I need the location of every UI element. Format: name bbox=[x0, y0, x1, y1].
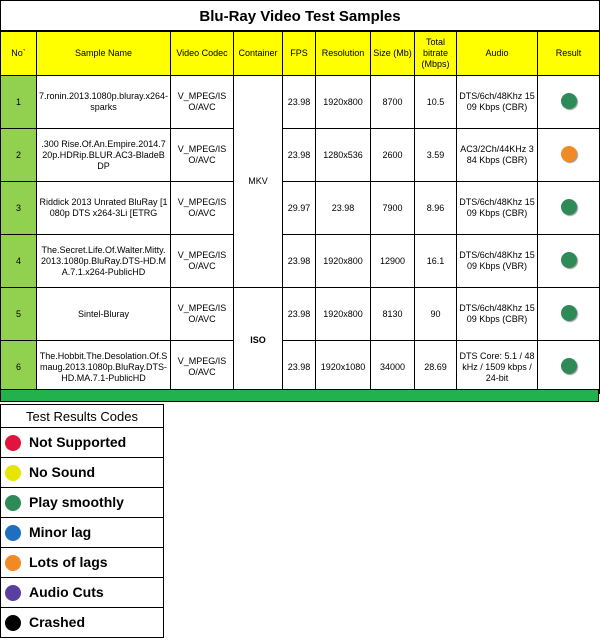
column-header: Total bitrate (Mbps) bbox=[415, 32, 457, 76]
fps: 23.98 bbox=[283, 341, 316, 394]
legend-label: No Sound bbox=[29, 463, 96, 480]
result-cell bbox=[538, 76, 600, 129]
result-cell bbox=[538, 129, 600, 182]
legend-label: Minor lag bbox=[29, 523, 92, 540]
column-header: Sample Name bbox=[37, 32, 171, 76]
status-color-icon bbox=[5, 585, 21, 601]
audio: DTS/6ch/48Khz 1509 Kbps (VBR) bbox=[457, 235, 538, 288]
row-number: 6 bbox=[1, 341, 37, 394]
legend-item bbox=[1, 578, 164, 608]
result-status-icon bbox=[561, 199, 577, 215]
video-codec: V_MPEG/ISO/AVC bbox=[171, 235, 234, 288]
status-color-icon bbox=[5, 615, 21, 631]
header-row bbox=[1, 32, 600, 76]
size: 7900 bbox=[371, 182, 415, 235]
size: 2600 bbox=[371, 129, 415, 182]
bitrate: 3.59 bbox=[415, 129, 457, 182]
result-status-icon bbox=[561, 358, 577, 374]
row-number: 3 bbox=[1, 182, 37, 235]
sample-name: 7.ronin.2013.1080p.bluray.x264-sparks bbox=[37, 76, 171, 129]
bitrate: 16.1 bbox=[415, 235, 457, 288]
legend-label: Audio Cuts bbox=[29, 583, 104, 600]
audio: DTS/6ch/48Khz 1509 Kbps (CBR) bbox=[457, 182, 538, 235]
sheet-title: Blu-Ray Video Test Samples bbox=[0, 0, 600, 31]
size: 12900 bbox=[371, 235, 415, 288]
audio: AC3/2Ch/44KHz 384 Kbps (CBR) bbox=[457, 129, 538, 182]
video-codec: V_MPEG/ISO/AVC bbox=[171, 129, 234, 182]
resolution: 1920x800 bbox=[316, 235, 371, 288]
legend-cell bbox=[1, 488, 164, 518]
table-row bbox=[1, 182, 600, 235]
size: 34000 bbox=[371, 341, 415, 394]
bitrate: 90 bbox=[415, 288, 457, 341]
legend-label: Lots of lags bbox=[29, 553, 108, 570]
bitrate: 10.5 bbox=[415, 76, 457, 129]
container-iso: ISO bbox=[234, 288, 283, 394]
resolution: 1920x1080 bbox=[316, 341, 371, 394]
legend-cell bbox=[1, 578, 164, 608]
legend-cell bbox=[1, 548, 164, 578]
result-cell bbox=[538, 341, 600, 394]
bitrate: 8.96 bbox=[415, 182, 457, 235]
legend-cell bbox=[1, 608, 164, 638]
column-header: Container bbox=[234, 32, 283, 76]
result-status-icon bbox=[561, 146, 577, 162]
fps: 23.98 bbox=[283, 288, 316, 341]
legend-title: Test Results Codes bbox=[1, 405, 164, 428]
legend-item bbox=[1, 548, 164, 578]
column-header: FPS bbox=[283, 32, 316, 76]
table-row bbox=[1, 288, 600, 341]
resolution: 23.98 bbox=[316, 182, 371, 235]
sample-name: .300 Rise.Of.An.Empire.2014.720p.HDRip.BLUR.AC3-BladeBDP bbox=[37, 129, 171, 182]
video-codec: V_MPEG/ISO/AVC bbox=[171, 76, 234, 129]
video-codec: V_MPEG/ISO/AVC bbox=[171, 341, 234, 394]
legend-label: Not Supported bbox=[29, 433, 127, 450]
legend-label: Play smoothly bbox=[29, 493, 124, 510]
video-codec: V_MPEG/ISO/AVC bbox=[171, 288, 234, 341]
sample-name: The.Hobbit.The.Desolation.Of.Smaug.2013.1080p.BluRay.DTS-HD.MA.7.1-PublicHD bbox=[37, 341, 171, 394]
table-row bbox=[1, 76, 600, 129]
legend-cell bbox=[1, 428, 164, 458]
sample-name: The.Secret.Life.Of.Walter.Mitty.2013.1080p.BluRay.DTS-HD.MA.7.1.x264-PublicHD bbox=[37, 235, 171, 288]
column-header: Resolution bbox=[316, 32, 371, 76]
table-row bbox=[1, 235, 600, 288]
samples-table bbox=[0, 31, 600, 394]
legend-item bbox=[1, 428, 164, 458]
separator-bar bbox=[0, 389, 599, 402]
result-status-icon bbox=[561, 93, 577, 109]
audio: DTS/6ch/48Khz 1509 Kbps (CBR) bbox=[457, 76, 538, 129]
fps: 23.98 bbox=[283, 129, 316, 182]
fps: 29.97 bbox=[283, 182, 316, 235]
table-row bbox=[1, 129, 600, 182]
sample-name: Sintel-Bluray bbox=[37, 288, 171, 341]
table-row bbox=[1, 341, 600, 394]
result-cell bbox=[538, 288, 600, 341]
row-number: 2 bbox=[1, 129, 37, 182]
column-header: Result bbox=[538, 32, 600, 76]
fps: 23.98 bbox=[283, 235, 316, 288]
legend-item bbox=[1, 608, 164, 638]
legend-item bbox=[1, 488, 164, 518]
row-number: 4 bbox=[1, 235, 37, 288]
sample-name: Riddick 2013 Unrated BluRay [1080p DTS x264-3Li [ETRG bbox=[37, 182, 171, 235]
legend-item bbox=[1, 458, 164, 488]
result-cell bbox=[538, 235, 600, 288]
resolution: 1280x536 bbox=[316, 129, 371, 182]
size: 8130 bbox=[371, 288, 415, 341]
fps: 23.98 bbox=[283, 76, 316, 129]
result-status-icon bbox=[561, 305, 577, 321]
status-color-icon bbox=[5, 525, 21, 541]
result-status-icon bbox=[561, 252, 577, 268]
resolution: 1920x800 bbox=[316, 76, 371, 129]
legend-cell bbox=[1, 458, 164, 488]
column-header: Video Codec bbox=[171, 32, 234, 76]
legend-cell bbox=[1, 518, 164, 548]
result-cell bbox=[538, 182, 600, 235]
resolution: 1920x800 bbox=[316, 288, 371, 341]
legend-item bbox=[1, 518, 164, 548]
status-color-icon bbox=[5, 435, 21, 451]
column-header: No` bbox=[1, 32, 37, 76]
audio: DTS Core: 5.1 / 48 kHz / 1509 kbps / 24-bit bbox=[457, 341, 538, 394]
row-number: 5 bbox=[1, 288, 37, 341]
bitrate: 28.69 bbox=[415, 341, 457, 394]
status-color-icon bbox=[5, 465, 21, 481]
status-color-icon bbox=[5, 555, 21, 571]
size: 8700 bbox=[371, 76, 415, 129]
column-header: Size (Mb) bbox=[371, 32, 415, 76]
status-color-icon bbox=[5, 495, 21, 511]
container-mkv: MKV bbox=[234, 76, 283, 288]
column-header: Audio bbox=[457, 32, 538, 76]
row-number: 1 bbox=[1, 76, 37, 129]
video-codec: V_MPEG/ISO/AVC bbox=[171, 182, 234, 235]
legend-table bbox=[0, 404, 164, 638]
audio: DTS/6ch/48Khz 1509 Kbps (CBR) bbox=[457, 288, 538, 341]
legend-label: Crashed bbox=[29, 613, 86, 630]
